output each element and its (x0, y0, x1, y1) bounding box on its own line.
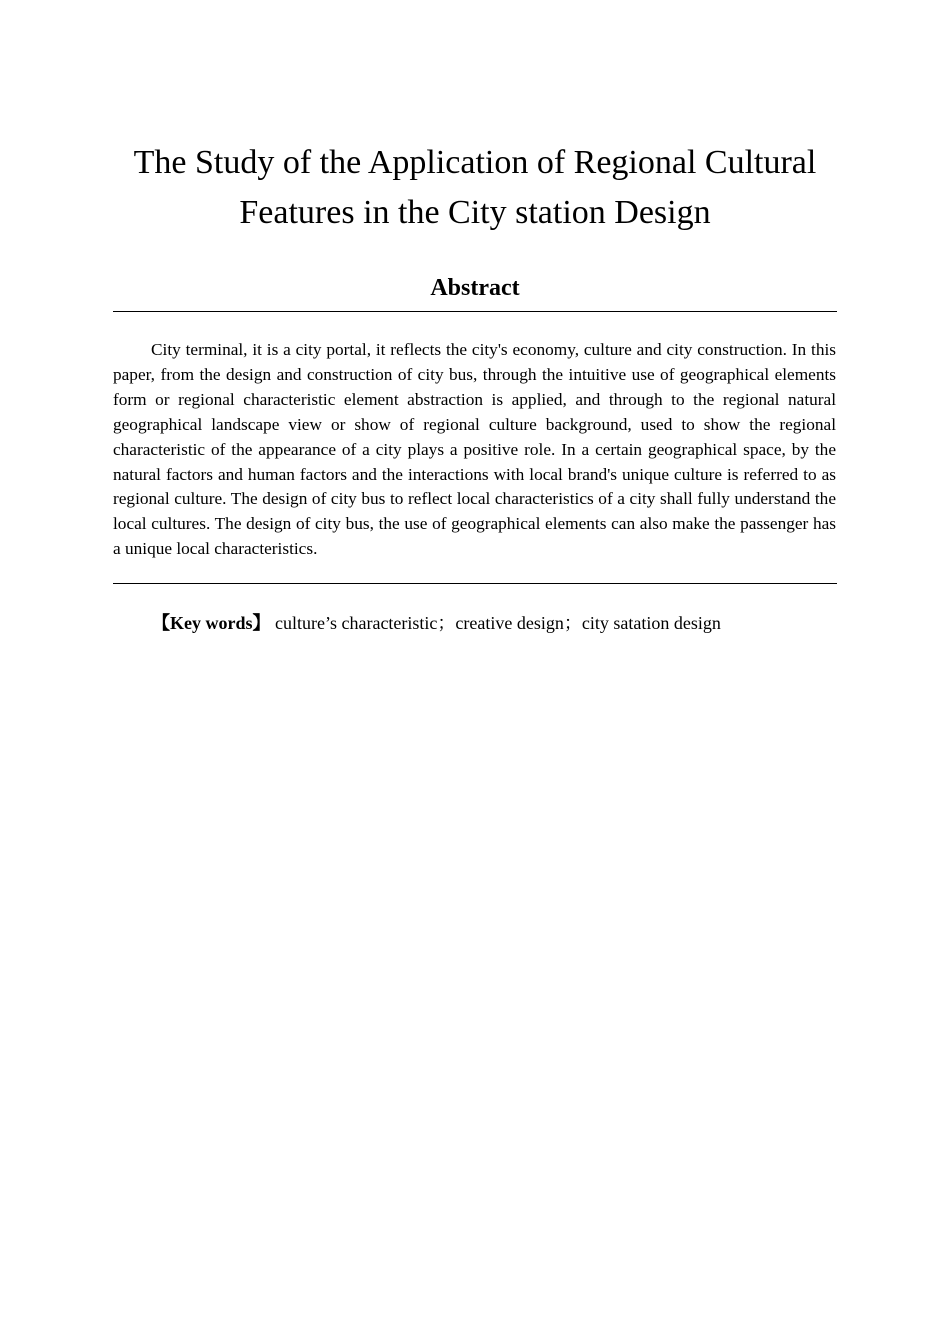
keywords-label: 【Key words】 (152, 613, 271, 633)
keywords-line (152, 610, 842, 636)
paper-title: The Study of the Application of Regional Cultural Features in the City station Design (133, 144, 817, 231)
abstract-paragraph: City terminal, it is a city portal, it reflects the city's economy, culture and city construction. In this paper, from the design and construction of city bus, through the intuitive use of geographical elements form or regional characteristic element abstraction is applied, and through to the regional natural geographical landscape view or show of regional culture background, used to show the regional characteristic of the appearance of a city plays a positive role. In a certain geographical space, by the natural factors and human factors and the interactions with local brand's unique culture is referred to as regional culture. The design of city bus to reflect local characteristics of a city shall fully understand the local cultures. The design of city bus, the use of geographical elements can also make the passenger has a unique local characteristics. (113, 340, 836, 559)
abstract-heading: Abstract (430, 275, 520, 301)
abstract-bottom-rule (113, 583, 837, 584)
keywords-list: culture’s characteristic；creative design；city satation design (270, 613, 721, 633)
abstract-top-rule (113, 311, 837, 312)
